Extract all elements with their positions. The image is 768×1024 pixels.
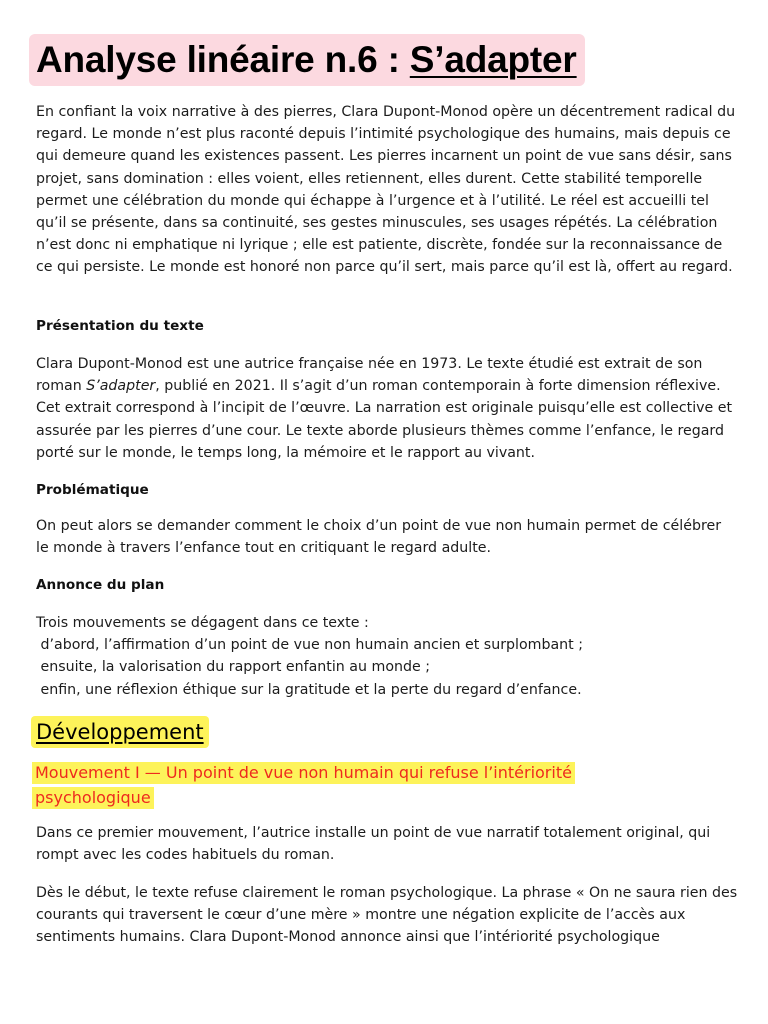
- title-prefix: Analyse linéaire n.6 :: [36, 39, 410, 80]
- intro-text: En confiant la voix narrative à des pierres, Clara Dupont-Monod opère un décentrement radical du regard. Le monde n’est plus raconté depuis l’intimité psychologique des humains, mais depuis ce qui demeure quand les existences passent. Les pierres incarnent un point de vue sans désir, sans projet, sans domination : elles voient, elles retiennent, elles durent. Cette stabilité temporelle permet une célébration du monde qui échappe à l’urgence et à l’utilité. Le réel est accueilli tel qu’il se présente, dans sa continuité, ses gestes minuscules, ses usages répétés. La célébration n’est donc ni emphatique ni lyrique ; elle est patiente, discrète, fondée sur la reconnaissance de ce qui persiste. Le monde est honoré non parce qu’il sert, mais parce qu’il est là, offert au regard.: [36, 104, 736, 276]
- developpement-highlight: [31, 716, 209, 748]
- book-title-italic: S’adapter: [86, 378, 156, 395]
- mouvement-1-heading: [32, 761, 632, 810]
- mouvement-1-paragraph-2: [36, 882, 738, 949]
- developpement-heading: Développement: [36, 720, 204, 744]
- presentation-paragraph: [36, 353, 738, 464]
- intro-paragraph: [36, 101, 738, 279]
- plan-intro-line: Trois mouvements se dégagent dans ce texte :: [36, 615, 369, 631]
- presentation-heading: Présentation du texte: [36, 318, 204, 334]
- plan-item-3: enfin, une réflexion éthique sur la gratitude et la perte du regard d’enfance.: [36, 681, 582, 698]
- mouvement-1-text-1: Dans ce premier mouvement, l’autrice installe un point de vue narratif totalement original, qui rompt avec les codes habituels du roman.: [36, 825, 711, 864]
- plan-item-1: d’abord, l’affirmation d’un point de vue non humain ancien et surplombant ;: [36, 637, 584, 654]
- plan-heading: Annonce du plan: [36, 577, 165, 593]
- plan-list: [36, 612, 738, 701]
- problematique-paragraph: [36, 515, 738, 559]
- page-title: [36, 39, 577, 81]
- problematique-text: On peut alors se demander comment le choix d’un point de vue non humain permet de célébrer le monde à travers l’enfance tout en critiquant le regard adulte.: [36, 518, 722, 557]
- problematique-heading: Problématique: [36, 482, 149, 498]
- presentation-text-2: , publié en 2021. Il s’agit d’un roman contemporain à forte dimension réflexive. Cet extrait correspond à l’incipit de l’œuvre. La narration est originale puisqu’elle est collective et assurée par les pierres d’une cour. Le texte aborde plusieurs thèmes comme l’enfance, le regard porté sur le monde, le temps long, la mémoire et le rapport au vivant.: [36, 378, 733, 461]
- mouvement-1-heading-line2: psychologique: [32, 787, 154, 809]
- mouvement-1-paragraph-1: [36, 822, 738, 866]
- title-highlight: [29, 34, 585, 86]
- title-underlined: S’adapter: [409, 39, 577, 80]
- presentation-text-1: Clara Dupont-Monod est une autrice française née en 1973. Le texte étudié est extrait de son roman: [36, 356, 703, 395]
- plan-item-2: ensuite, la valorisation du rapport enfantin au monde ;: [36, 659, 431, 676]
- mouvement-1-text-2: Dès le début, le texte refuse clairement le roman psychologique. La phrase « On ne saura rien des courants qui traversent le cœur d’une mère » montre une négation explicite de l’accès aux sentiments humains. Clara Dupont-Monod annonce ainsi que l’intériorité psychologique: [36, 885, 738, 946]
- mouvement-1-heading-line1: Mouvement I — Un point de vue non humain qui refuse l’intériorité: [32, 762, 575, 784]
